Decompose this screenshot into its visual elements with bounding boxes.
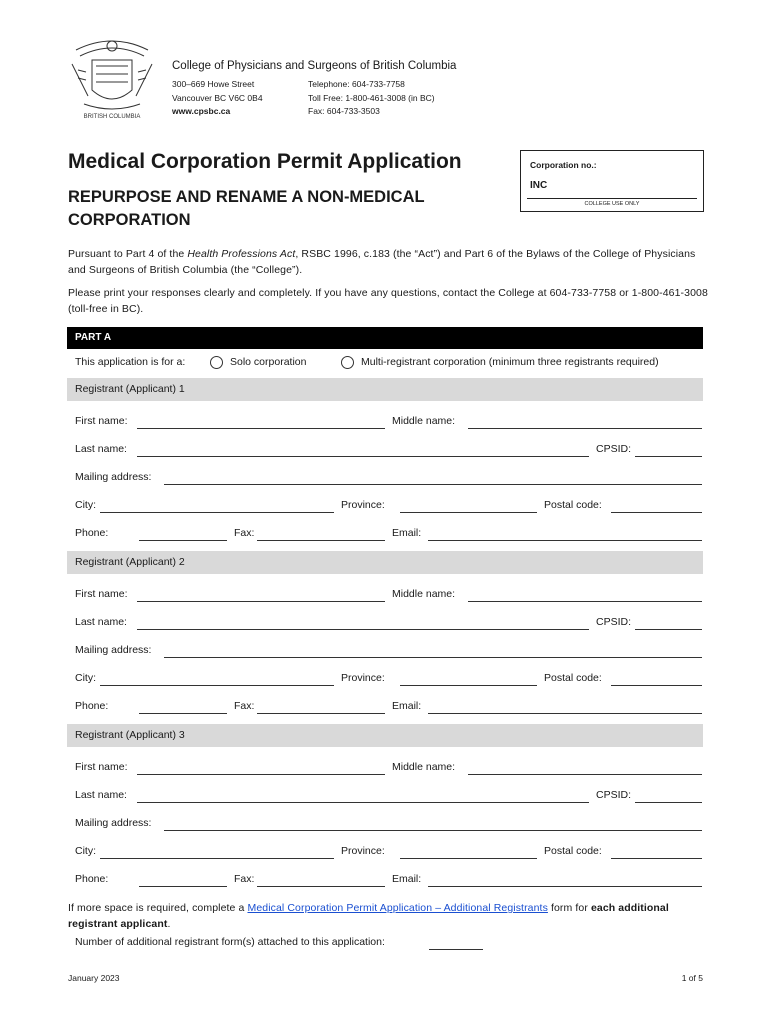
corporation-number-label: Corporation no.: bbox=[530, 160, 597, 170]
middle-name-label: Middle name: bbox=[392, 415, 456, 427]
registrant-3-row bbox=[67, 839, 703, 863]
registrant-1-row bbox=[67, 437, 703, 461]
registrant-1-fax-field[interactable] bbox=[257, 540, 385, 541]
registrant-3-province-field[interactable] bbox=[400, 858, 537, 859]
address-line2: Vancouver BC V6C 0B4 bbox=[172, 92, 263, 103]
page-title: Medical Corporation Permit Application bbox=[68, 150, 462, 173]
address-line1: 300–669 Howe Street bbox=[172, 79, 255, 89]
first-name-label: First name: bbox=[75, 761, 128, 773]
registrant-3-row bbox=[67, 755, 703, 779]
act-name: Health Professions Act bbox=[187, 248, 296, 260]
first-name-label: First name: bbox=[75, 415, 128, 427]
org-name: College of Physicians and Surgeons of British Columbia bbox=[172, 60, 457, 72]
registrant-2-province-field[interactable] bbox=[400, 685, 537, 686]
page-subtitle: REPURPOSE AND RENAME A NON-MEDICAL CORPORATION bbox=[68, 188, 425, 229]
phone-label: Phone: bbox=[75, 873, 109, 885]
registrant-2-cpsid-field[interactable] bbox=[635, 629, 702, 630]
registrant-1-province-field[interactable] bbox=[400, 512, 537, 513]
fax-number: Fax: 604-733-3503 bbox=[308, 106, 380, 116]
telephone: Telephone: 604-733-7758 bbox=[308, 79, 405, 89]
city-label: City: bbox=[75, 672, 96, 684]
middle-name-label: Middle name: bbox=[392, 588, 456, 600]
note-bold: each additional registrant applicant bbox=[68, 902, 669, 930]
website-link[interactable]: www.cpsbc.ca bbox=[172, 106, 231, 116]
toll-free: Toll Free: 1-800-461-3008 (in BC) bbox=[308, 92, 435, 103]
additional-registrants-note bbox=[68, 901, 708, 932]
multi-registrant-radio[interactable] bbox=[341, 356, 354, 369]
registrant-1-row bbox=[67, 493, 703, 517]
registrant-3-heading: Registrant (Applicant) 3 bbox=[67, 724, 703, 747]
last-name-label: Last name: bbox=[75, 443, 127, 455]
page-number: 1 of 5 bbox=[681, 973, 703, 983]
application-for-label: This application is for a: bbox=[75, 356, 186, 368]
registrant-2-row bbox=[67, 666, 703, 690]
last-name-label: Last name: bbox=[75, 616, 127, 628]
registrant-2-row bbox=[67, 582, 703, 606]
first-name-label: First name: bbox=[75, 588, 128, 600]
registrant-1-heading: Registrant (Applicant) 1 bbox=[67, 378, 703, 401]
registrant-1-last-name-field[interactable] bbox=[137, 456, 589, 457]
registrant-3-row bbox=[67, 811, 703, 835]
registrant-3-row bbox=[67, 867, 703, 891]
province-label: Province: bbox=[341, 499, 385, 511]
cpsid-label: CPSID: bbox=[596, 616, 632, 628]
solo-corporation-label: Solo corporation bbox=[230, 356, 307, 368]
registrant-2-middle-name-field[interactable] bbox=[468, 601, 702, 602]
registrant-2-first-name-field[interactable] bbox=[137, 601, 385, 602]
postal-code-label: Postal code: bbox=[544, 672, 602, 684]
additional-registrants-form-link[interactable]: Medical Corporation Permit Application – Additional Registrants bbox=[247, 902, 548, 914]
registrant-2-row bbox=[67, 610, 703, 634]
fax-label: Fax: bbox=[234, 873, 255, 885]
org-address bbox=[172, 78, 263, 119]
province-label: Province: bbox=[341, 845, 385, 857]
registrant-3-last-name-field[interactable] bbox=[137, 802, 589, 803]
registrant-2-mailing-address-field[interactable] bbox=[164, 657, 702, 658]
fax-label: Fax: bbox=[234, 700, 255, 712]
phone-label: Phone: bbox=[75, 527, 109, 539]
registrant-3-mailing-address-field[interactable] bbox=[164, 830, 702, 831]
registrant-1-row bbox=[67, 409, 703, 433]
mailing-address-label: Mailing address: bbox=[75, 471, 152, 483]
registrant-3-phone-field[interactable] bbox=[139, 886, 227, 887]
registrant-1-middle-name-field[interactable] bbox=[468, 428, 702, 429]
svg-text:BRITISH COLUMBIA: BRITISH COLUMBIA bbox=[83, 114, 141, 120]
cpsid-label: CPSID: bbox=[596, 443, 632, 455]
registrant-1-row bbox=[67, 521, 703, 545]
registrant-1-postal-code-field[interactable] bbox=[611, 512, 702, 513]
province-label: Province: bbox=[341, 672, 385, 684]
additional-forms-count-field[interactable] bbox=[429, 949, 483, 950]
registrant-2-phone-field[interactable] bbox=[139, 713, 227, 714]
registrant-3-first-name-field[interactable] bbox=[137, 774, 385, 775]
registrant-2-heading: Registrant (Applicant) 2 bbox=[67, 551, 703, 574]
application-type-row bbox=[67, 350, 703, 374]
phone-label: Phone: bbox=[75, 700, 109, 712]
postal-code-label: Postal code: bbox=[544, 845, 602, 857]
college-use-note: COLLEGE USE ONLY bbox=[527, 198, 697, 207]
postal-code-label: Postal code: bbox=[544, 499, 602, 511]
intro-paragraph-1 bbox=[68, 247, 708, 278]
additional-forms-count-label: Number of additional registrant form(s) attached to this application: bbox=[75, 936, 385, 948]
intro-paragraph-2: Please print your responses clearly and completely. If you have any questions, contact the College at 604-733-7758 or 1-800-461-3008 (toll-free in BC). bbox=[68, 287, 708, 315]
solo-corporation-radio[interactable] bbox=[210, 356, 223, 369]
multi-registrant-label: Multi-registrant corporation (minimum three registrants required) bbox=[361, 356, 659, 368]
email-label: Email: bbox=[392, 527, 422, 539]
registrant-2-city-field[interactable] bbox=[100, 685, 334, 686]
registrant-3-city-field[interactable] bbox=[100, 858, 334, 859]
registrant-2-row bbox=[67, 694, 703, 718]
intro-text: , RSBC 1996, c.183 (the “Act”) and Part 6 of the Bylaws of the College of Physicians and Surgeons of British Columbia (the “College”). bbox=[68, 248, 696, 276]
mailing-address-label: Mailing address: bbox=[75, 644, 152, 656]
cpsid-label: CPSID: bbox=[596, 789, 632, 801]
org-contact bbox=[308, 78, 435, 119]
registrant-3-email-field[interactable] bbox=[428, 886, 702, 887]
city-label: City: bbox=[75, 499, 96, 511]
mailing-address-label: Mailing address: bbox=[75, 817, 152, 829]
footer-date: January 2023 bbox=[68, 973, 120, 983]
registrant-2-row bbox=[67, 638, 703, 662]
college-crest-icon bbox=[66, 30, 158, 122]
registrant-1-mailing-address-field[interactable] bbox=[164, 484, 702, 485]
corporation-number-suffix: INC bbox=[530, 180, 548, 191]
fax-label: Fax: bbox=[234, 527, 255, 539]
registrant-3-cpsid-field[interactable] bbox=[635, 802, 702, 803]
middle-name-label: Middle name: bbox=[392, 761, 456, 773]
note-text: form for bbox=[547, 902, 591, 914]
additional-forms-count-row bbox=[67, 930, 703, 954]
registrant-1-cpsid-field[interactable] bbox=[635, 456, 702, 457]
city-label: City: bbox=[75, 845, 96, 857]
last-name-label: Last name: bbox=[75, 789, 127, 801]
registrant-1-row bbox=[67, 465, 703, 489]
registrant-3-middle-name-field[interactable] bbox=[468, 774, 702, 775]
part-a-heading: PART A bbox=[67, 327, 703, 349]
registrant-3-row bbox=[67, 783, 703, 807]
registrant-1-email-field[interactable] bbox=[428, 540, 702, 541]
corporation-number-box bbox=[520, 150, 704, 212]
registrant-3-postal-code-field[interactable] bbox=[611, 858, 702, 859]
note-text: . bbox=[167, 917, 171, 930]
email-label: Email: bbox=[392, 700, 422, 712]
registrant-2-postal-code-field[interactable] bbox=[611, 685, 702, 686]
registrant-2-fax-field[interactable] bbox=[257, 713, 385, 714]
registrant-3-fax-field[interactable] bbox=[257, 886, 385, 887]
registrant-1-phone-field[interactable] bbox=[139, 540, 227, 541]
registrant-2-last-name-field[interactable] bbox=[137, 629, 589, 630]
registrant-2-email-field[interactable] bbox=[428, 713, 702, 714]
registrant-1-city-field[interactable] bbox=[100, 512, 334, 513]
registrant-1-first-name-field[interactable] bbox=[137, 428, 385, 429]
intro-text: Pursuant to Part 4 of the bbox=[68, 248, 188, 260]
note-text: If more space is required, complete a bbox=[68, 902, 248, 914]
email-label: Email: bbox=[392, 873, 422, 885]
